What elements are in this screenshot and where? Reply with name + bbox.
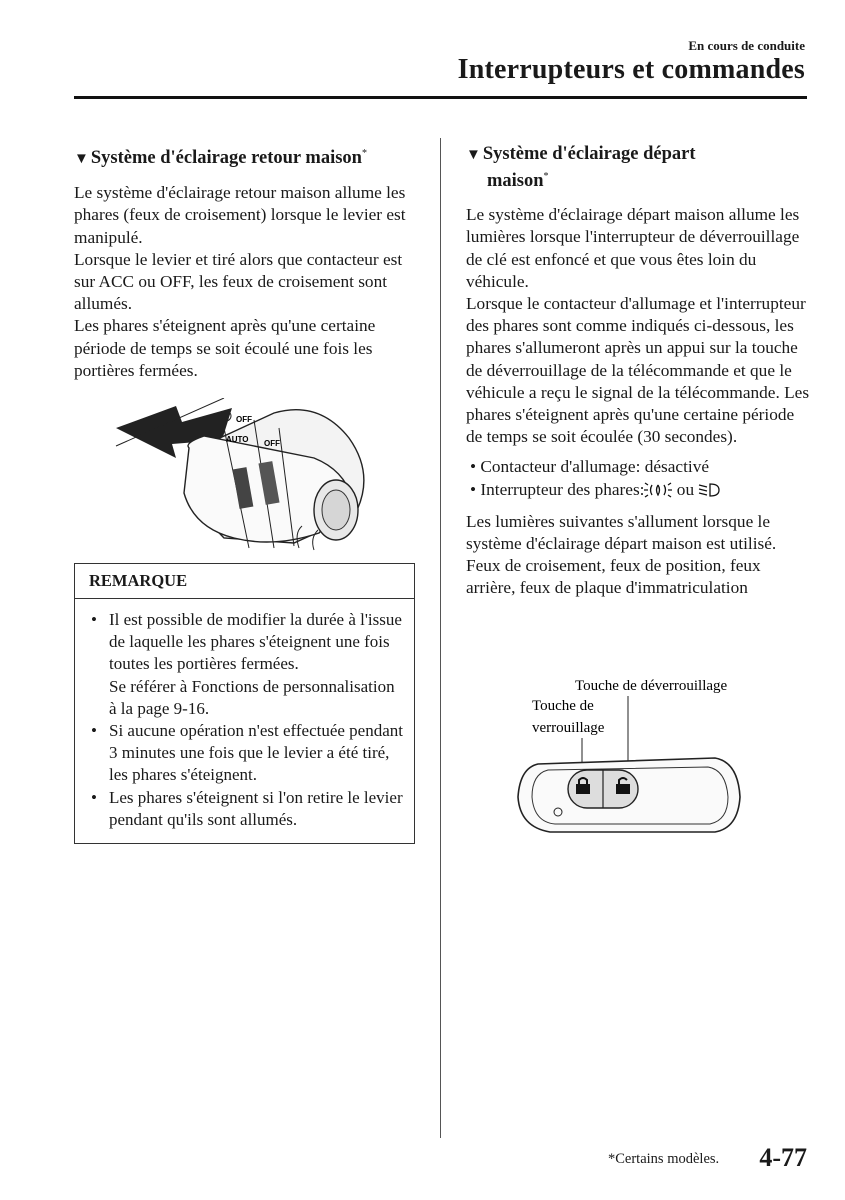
remarque-box [74,563,415,844]
header-rule [74,96,807,99]
position-lights-icon [644,482,672,498]
left-column [74,143,419,553]
off-label-2: OFF [264,438,280,448]
column-divider [440,138,441,1138]
unlock-button-caption: Touche de déverrouillage [575,678,728,694]
list-item: • Contacteur d'allumage: désactivé [470,456,811,478]
list-item: • Si aucune opération n'est effectuée pendant 3 minutes une fois que le levier a été tiré, les phares s'éteignent. [89,720,404,787]
footnote-mark: * [361,148,367,159]
paragraph: Feux de croisement, feux de position, feux arrière, feux de plaque d'immatriculation [466,556,761,598]
condition-list [470,456,811,500]
list-item: • Interrupteur des phares: ou [470,479,811,501]
paragraph: Lorsque le levier et tiré alors que contacteur est sur ACC ou OFF, les feux de croisement sont allumés. [74,249,403,314]
triangle-marker-icon: ▼ [74,151,89,168]
list-item: • Les phares s'éteignent si l'on retire le levier pendant qu'ils sont allumés. [89,787,404,831]
paragraph: Le système d'éclairage départ maison allume les lumières lorsque l'interrupteur de déverrouillage de clé est enfoncé et que vous êtes loin du véhicule. [466,205,800,291]
right-column [466,143,811,600]
headlight-lever-illustration [114,398,384,553]
paragraph: Les phares s'éteignent après qu'une certaine période de temps se soit écoulé une fois les portières fermées. [74,316,376,380]
remarque-list [75,599,414,843]
lock-button-caption-line2: verrouillage [532,720,605,736]
low-beam-icon [698,482,720,498]
remarque-title: REMARQUE [75,564,414,599]
cross-reference: Se référer à Fonctions de personnalisation à la page 9-16. [109,676,395,718]
section-heading-depart-maison: ▼ Système d'éclairage départ maison* [466,144,696,192]
footnote: *Certains modèles. [608,1151,720,1167]
paragraph: Le système d'éclairage retour maison allume les phares (feux de croisement) lorsque le levier est manipulé. [74,183,406,247]
off-label: OFF [236,414,252,424]
page-title: Interrupteurs et commandes [457,54,805,85]
triangle-marker-icon: ▼ [466,147,481,163]
lock-button-caption-line1: Touche de [532,698,594,714]
key-fob-illustration [510,672,760,842]
paragraph: Les lumières suivantes s'allument lorsque le système d'éclairage départ maison est utilisé. [466,511,777,553]
section-heading-retour-maison: ▼ Système d'éclairage retour maison* [74,148,367,169]
page-number: 4-77 [759,1143,807,1172]
section-label: En cours de conduite [688,38,805,53]
paragraph: Lorsque le contacteur d'allumage et l'interrupteur des phares sont comme indiqués ci-dessous, les phares s'allumeront après un appui sur la touche de déverrouillage de la télécommande et que le véhicule a reçu le signal de la télécommande. Les phares s'éteignent après qu'une certaine période de temps se soit écoulée (30 secondes). [466,293,810,447]
footnote-mark: * [543,171,549,182]
list-item: • Il est possible de modifier la durée à l'issue de laquelle les phares s'éteignent une fois toutes les portières fermées. Se référer à Fonctions de personnalisation à la page 9-16. [89,609,404,720]
auto-label: AUTO [226,434,249,444]
